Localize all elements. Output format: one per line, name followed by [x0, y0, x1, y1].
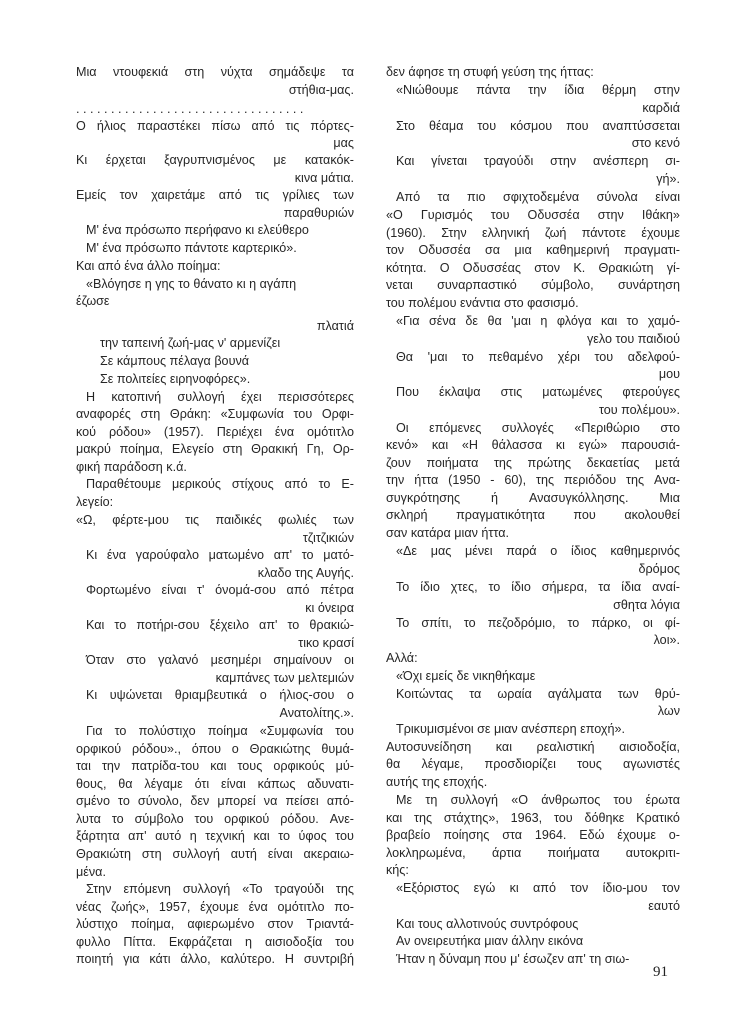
right-column-line: συγκρότησης ή Ανασυγκόλλησης. Μια: [386, 491, 680, 505]
right-column-line: Ήταν η δύναμη που μ' έσωζεν απ' τη σιω-: [396, 952, 630, 966]
right-column-line: «Για σένα δε θα 'μαι η φλόγα και το χαμό-: [396, 314, 680, 328]
left-column-line: Ανατολίτης.».: [279, 706, 354, 720]
right-column-line: Θα 'μαι το πεθαμένο χέρι του αδελφού-: [396, 350, 680, 364]
left-column-line: την ταπεινή ζωή-μας ν' αρμενίζει: [100, 336, 281, 350]
right-column-line: κενό» και «Η θάλασσα κι εγώ» παρουσιά-: [386, 438, 680, 452]
left-column-line: Φορτωμένο είναι τ' όνομά-σου από πέτρα: [86, 583, 354, 597]
left-column-line: φική παράδοση κ.ά.: [76, 460, 187, 474]
left-column-line: καμπάνες των μελτεμιών: [215, 671, 354, 685]
left-column-line: «Ω, φέρτε-μου τις παιδικές φωλιές των: [76, 513, 354, 527]
left-column-line: θους, θα λέγαμε ότι είναι κάπως αδυνατι-: [76, 777, 354, 791]
left-column-line: Και το ποτήρι-σου ξέχειλο απ' το θρακιώ-: [86, 618, 354, 632]
left-column-line: Σε κάμπους πέλαγα βουνά: [100, 354, 250, 368]
right-column-line: λοκληρωμένα, άρτια ποιήματα αυτοκριτι-: [386, 846, 680, 860]
left-column-line: αναφορές στη Θράκη: «Συμφωνία του Ορφι-: [76, 407, 354, 421]
right-column-line: σαν κατάρα μιαν ήττα.: [386, 526, 509, 540]
right-column-line: θα λέγαμε, προσδιορίζει τους αγωνιστές: [386, 757, 680, 771]
right-column-line: του πολέμου».: [598, 403, 680, 417]
right-column-line: γή».: [656, 172, 680, 186]
right-column-line: βραβείο ποίησης στα 1964. Εδώ έχουμε ο-: [386, 828, 680, 842]
left-column-line: κού ρόδου» (1957). Περιέχει ένα ομότιτλο: [76, 425, 354, 439]
left-column-line: φυλλο Πίττα. Εκφράζεται η αισιοδοξία του: [76, 935, 354, 949]
left-column-line: λυτα το σύμβολο του ορφικού ρόδου. Ανε-: [76, 812, 354, 826]
right-column-line: του πολέμου ενάντια στο φασισμό.: [386, 296, 579, 310]
left-column-line: νέας ζωής», 1957, έχουμε ένα ομότιτλο πο-: [76, 900, 354, 914]
right-column-line: Αλλά:: [386, 651, 418, 665]
right-column-line: κής:: [386, 863, 409, 877]
right-column-line: Τρικυμισμένοι σε μιαν ανέσπερη εποχή».: [396, 722, 625, 736]
left-column-line: έζωσε: [76, 294, 110, 308]
right-column-line: και της στάχτης», 1963, του δόθηκε Κρατικό: [386, 811, 680, 825]
right-column-line: Οι επόμενες συλλογές «Περιθώριο στο: [396, 421, 680, 435]
right-column-line: γελο του παιδιού: [587, 332, 680, 346]
left-column-line: κι όνειρα: [305, 601, 354, 615]
right-column-line: δεν άφησε τη στυφή γεύση της ήττας:: [386, 65, 594, 79]
left-column-line: Ο ήλιος παραστέκει πίσω από τις πόρτες-: [76, 119, 354, 133]
right-column-line: μου: [658, 367, 680, 381]
left-column-line: σμένο το σύνολο, δεν μπορεί να πείσει από-: [76, 794, 354, 808]
right-column-line: Στο θέαμα του κόσμου που αναπτύσσεται: [396, 119, 680, 133]
right-column-line: Το σπίτι, το πεζοδρόμιο, το πάρκο, οι φί-: [396, 616, 680, 630]
left-column-line: μακρύ ποίημα, Ελεγείο στη Θρακική Γη, Ορ-: [76, 442, 354, 456]
right-column-line: εαυτό: [648, 899, 680, 913]
right-column-line: Κοιτώντας τα ωραία αγάλματα των θρύ-: [396, 687, 680, 701]
right-column-line: καρδιά: [642, 101, 680, 115]
left-column-line: Η κατοπινή συλλογή έχει περισσότερες: [86, 390, 354, 404]
left-column-line: παραθυριών: [283, 206, 354, 220]
left-column-line: «Βλόγησε η γης το θάνατο κι η αγάπη: [86, 277, 297, 291]
right-column-line: λων: [657, 704, 680, 718]
right-column-line: Αν ονειρευτήκα μιαν άλλην εικόνα: [396, 934, 584, 948]
right-column-line: Το ίδιο χτες, το ίδιο σήμερα, τα ίδια αναί-: [396, 580, 680, 594]
left-column-line: Κι υψώνεται θριαμβευτικά ο ήλιος-σου ο: [86, 688, 354, 702]
left-column-line: Μια ντουφεκιά στη νύχτα σημάδεψε τα: [76, 65, 354, 79]
right-column-line: την ήττα (1950 - 60), της περιόδου της Ανα-: [386, 473, 680, 487]
right-column-line: σκληρή πραγματικότητα που ακολουθεί: [386, 508, 680, 522]
left-column-line: Στην επόμενη συλλογή «Το τραγούδι της: [86, 882, 354, 896]
left-column-line: τζιτζικιών: [302, 531, 354, 545]
left-column-line: Κι ένα γαρούφαλο ματωμένο απ' το ματό-: [86, 548, 354, 562]
right-column-line: Και τους αλλοτινούς συντρόφους: [396, 917, 579, 931]
left-column-line: κινα μάτια.: [294, 171, 354, 185]
right-column-line: (1960). Στην ελληνική ζωή πάντοτε έχουμε: [386, 226, 680, 240]
right-column-line: ζουν ποιήματα της πρώτης δεκαετίας μετά: [386, 456, 680, 470]
right-column-line: «Εξόριστος εγώ κι από τον ίδιο-μου τον: [396, 881, 680, 895]
left-column-line: ποιητή για κάτι άλλο, καλύτερο. Η συντριβή: [76, 952, 354, 966]
right-column-line: Από τα πιο σφιχτοδεμένα σύνολα είναι: [396, 190, 680, 204]
right-column-line: δρόμος: [638, 562, 680, 576]
right-column-line: Που έκλαψα στις ματωμένες φτερούγες: [396, 385, 680, 399]
right-column-line: κότητα. Ο Οδυσσέας στον Κ. Θρακιώτη γί-: [386, 261, 680, 275]
left-column-line: στήθια-μας.: [288, 83, 354, 97]
right-column-line: Και γίνεται τραγούδι στην ανέσπερη σι-: [396, 154, 680, 168]
right-column-line: Αυτοσυνείδηση και ρεαλιστική αισιοδοξία,: [386, 740, 680, 754]
right-column-line: στο κενό: [631, 136, 680, 150]
right-column-line: αυτής της εποχής.: [386, 775, 488, 789]
left-column-line: Παραθέτουμε μερικούς στίχους από το Ε-: [86, 477, 354, 491]
left-column-line: λεγείο:: [76, 495, 114, 509]
left-column-line: ξάρτητα απ' αυτό η τεχνική και το ύφος του: [76, 829, 354, 843]
right-column-line: νεται συναρπαστικό σύμβολο, συνάρτηση: [386, 278, 680, 292]
right-column-line: λοι».: [653, 633, 680, 647]
left-column-line: τικο κρασί: [298, 636, 354, 650]
right-column-line: τον Οδυσσέα σα μια καθημερινή πραγματι-: [386, 243, 680, 257]
left-column-line: ορφικού ρόδου»., όπου ο Θρακιώτης θυμά-: [76, 742, 354, 756]
left-column-line: Και από ένα άλλο ποίημα:: [76, 259, 221, 273]
right-column-line: σθητα λόγια: [613, 598, 680, 612]
left-column-line: λύστιχο ποίημα, αφιερωμένο στον Τριαντά-: [76, 917, 354, 931]
page-number: 91: [653, 964, 668, 980]
left-column-line: Για το πολύστιχο ποίημα «Συμφωνία του: [86, 724, 354, 738]
left-column-line: Θρακιώτη στη συλλογή αυτή είναι ακεραιω-: [76, 847, 354, 861]
left-column-line: Μ' ένα πρόσωπο πάντοτε καρτερικό».: [86, 241, 297, 255]
right-column-line: «Δε μας μένει παρά ο ίδιος καθημερινός: [396, 544, 680, 558]
right-column-line: «Νιώθουμε πάντα την ίδια θέρμη στην: [396, 83, 680, 97]
left-column-line: μένα.: [76, 865, 106, 879]
right-column-line: «Ο Γυρισμός του Οδυσσέα στην Ιθάκη»: [386, 208, 680, 222]
left-column-line: πλατιά: [316, 319, 354, 333]
left-column-line: . . . . . . . . . . . . . . . . . . . . . . . . . . . . . . . . .: [76, 102, 304, 116]
left-column-line: μας: [333, 136, 354, 150]
right-column-line: «Όχι εμείς δε νικηθήκαμε: [396, 669, 536, 683]
right-column-line: Με τη συλλογή «Ο άνθρωπος του έρωτα: [396, 793, 680, 807]
left-column-line: Εμείς τον χαιρετάμε από τις γρίλιες των: [76, 188, 354, 202]
left-column-line: ται την πατρίδα-του και τους ορφικούς μύ-: [76, 759, 354, 773]
left-column-line: Σε πολιτείες ειρηνοφόρες».: [100, 372, 251, 386]
left-column-line: Όταν στο γαλανό μεσημέρι σημαίνουν οι: [86, 653, 354, 667]
left-column-line: Μ' ένα πρόσωπο περήφανο κι ελεύθερο: [86, 223, 309, 237]
left-column-line: Κι έρχεται ξαγρυπνισμένος με κατακόκ-: [76, 153, 354, 167]
left-column-line: κλαδο της Αυγής.: [257, 566, 354, 580]
